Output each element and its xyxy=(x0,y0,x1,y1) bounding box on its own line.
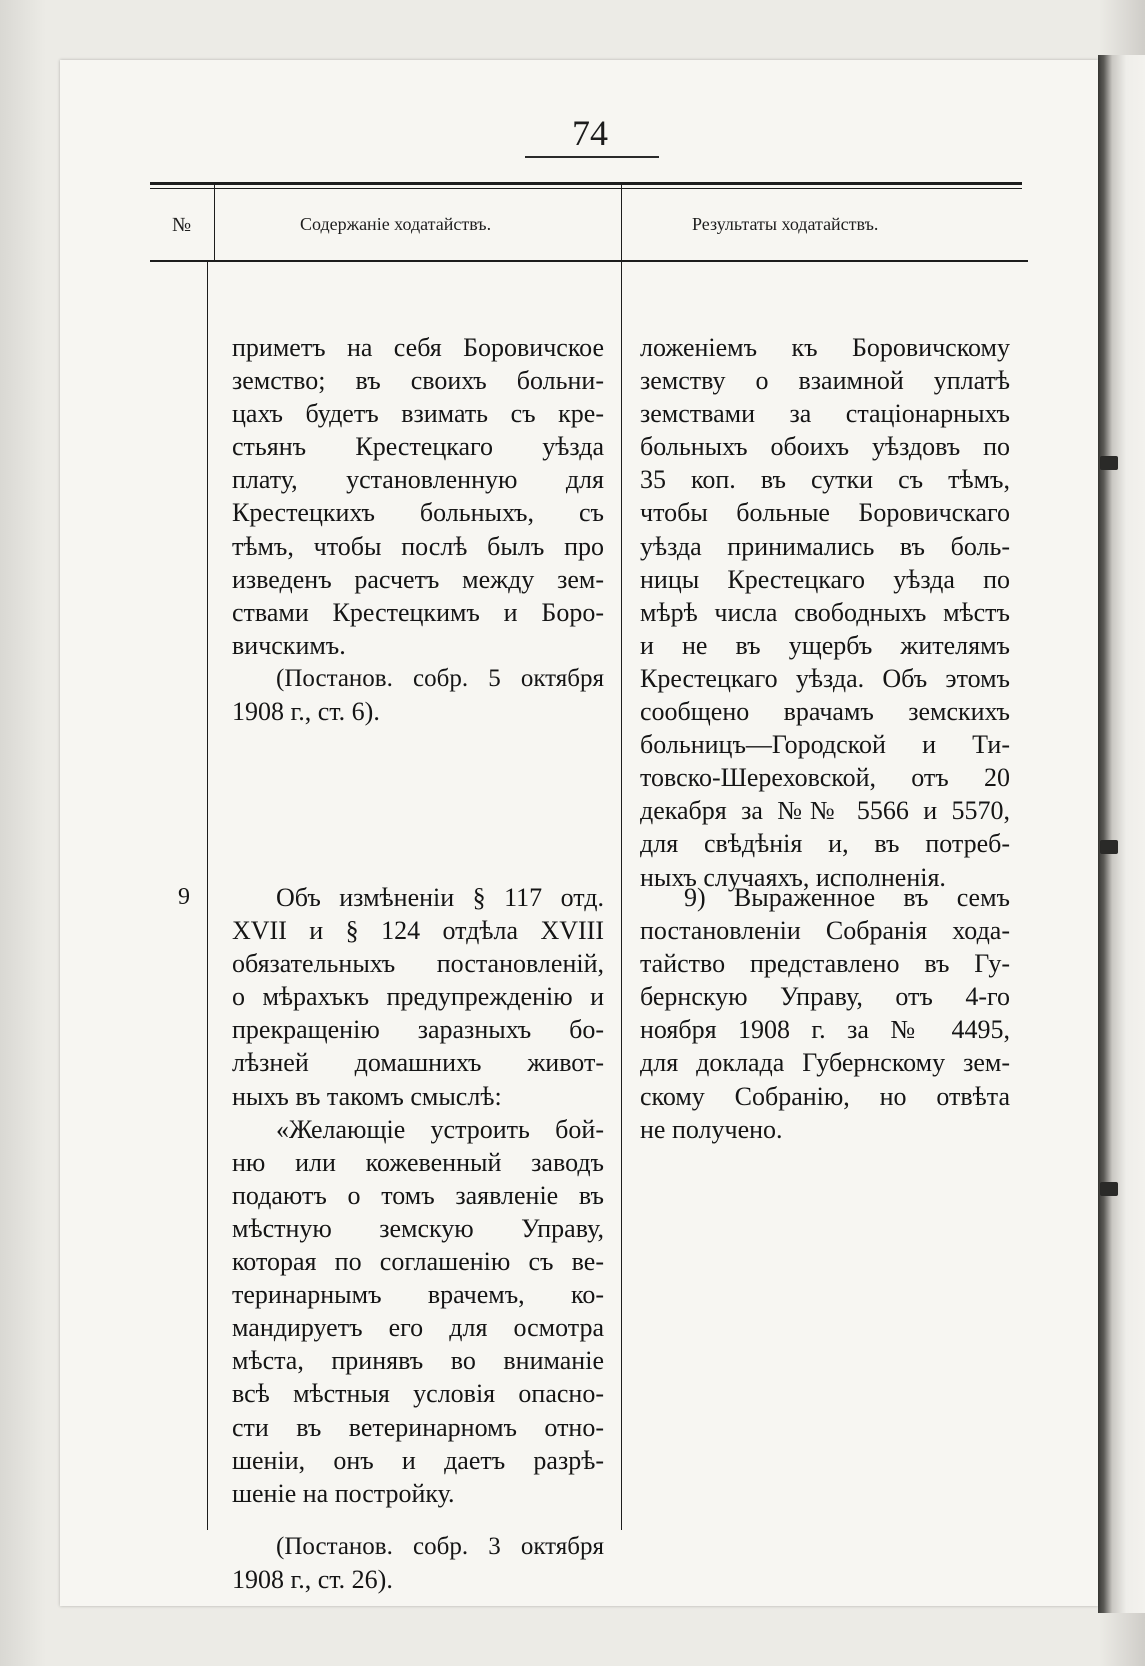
text-line: изведенъ расчетъ между зем- xyxy=(232,564,604,594)
header-column-divider xyxy=(214,182,215,260)
page-number: 74 xyxy=(572,113,608,153)
binding-clip xyxy=(1100,1182,1118,1196)
text-line: вичскимъ. xyxy=(232,630,346,660)
text-line: теринарнымъ врачемъ, ко- xyxy=(232,1280,604,1310)
table-row-9-result xyxy=(640,881,1010,1146)
text-line: ню или кожевенный заводъ xyxy=(232,1147,604,1177)
text-line: уѣзда принимались въ боль- xyxy=(640,531,1010,561)
text-line: цахъ будетъ взимать съ кре- xyxy=(232,399,604,429)
text-line: Объ измѣненіи § 117 отд. xyxy=(276,883,604,912)
page-number-underline xyxy=(525,156,659,158)
text-line: ницы Крестецкаго уѣзда по xyxy=(640,564,1010,594)
text-line: земству о взаимной уплатѣ xyxy=(640,366,1010,396)
text-line: товско-Шереховской, отъ 20 xyxy=(640,763,1010,793)
text-line: 9) Выраженное въ семъ xyxy=(684,883,1010,912)
text-line: обязательныхъ постановленій, xyxy=(232,949,604,979)
text-line: ныхъ случаяхъ, исполненія. xyxy=(640,862,946,892)
text-line: тайство представлено въ Гу- xyxy=(640,949,1010,979)
text-line: мѣрѣ числа свободныхъ мѣстъ xyxy=(640,597,1010,627)
text-line: ныхъ въ такомъ смыслѣ: xyxy=(232,1081,502,1111)
text-line: земство; въ своихъ больни- xyxy=(232,366,604,396)
header-content: Содержаніе ходатайствъ. xyxy=(300,214,492,234)
text-line: XVII и § 124 отдѣла XVIII xyxy=(232,916,604,946)
binding-clip xyxy=(1100,840,1118,854)
text-line: бернскую Управу, отъ 4-го xyxy=(640,982,1010,1012)
text-line: 35 коп. въ сутки съ тѣмъ, xyxy=(640,465,1010,495)
text-line: для доклада Губернскому зем- xyxy=(640,1048,1010,1078)
row-number: 9 xyxy=(178,884,190,910)
text-line: не получено. xyxy=(640,1114,783,1144)
text-line: больныхъ обоихъ уѣздовъ по xyxy=(640,432,1010,462)
text-line: мандируетъ его для осмотра xyxy=(232,1313,604,1343)
text-line: о мѣрахъкъ предупрежденію и xyxy=(232,982,604,1012)
text-line: шеніе на постройку. xyxy=(232,1478,455,1508)
text-line: для свѣдѣнія и, въ потреб- xyxy=(640,829,1010,859)
citation-line: (Постанов. собр. 3 октября xyxy=(276,1532,604,1560)
text-line: плату, установленную для xyxy=(232,465,604,495)
text-line: всѣ мѣстныя условія опасно- xyxy=(232,1379,604,1409)
text-line: больницъ—Городской и Ти- xyxy=(640,730,1010,760)
text-line: сти въ ветеринарномъ отно- xyxy=(232,1412,604,1442)
table-row-9-content xyxy=(232,881,604,1596)
text-line: декабря за №№ 5566 и 5570, xyxy=(640,796,1010,826)
table-top-rule xyxy=(150,182,1022,185)
text-line: мѣста, принявъ во вниманіе xyxy=(232,1346,604,1376)
header-result: Результаты ходатайствъ. xyxy=(692,214,879,234)
table-row-1-content xyxy=(232,331,604,728)
table-top-rule-thin xyxy=(150,188,1022,189)
citation-line: 1908 г., ст. 6). xyxy=(232,697,380,727)
column-divider-number xyxy=(207,262,208,1530)
text-line: и не въ ущербъ жителямъ xyxy=(640,630,1010,660)
text-line: которая по соглашенію съ ве- xyxy=(232,1247,604,1277)
header-column-divider xyxy=(621,182,622,260)
citation-line: 1908 г., ст. 26). xyxy=(232,1564,393,1594)
text-line: лѣзней домашнихъ живот- xyxy=(232,1048,604,1078)
text-line: ложеніемъ къ Боровичскому xyxy=(640,333,1010,362)
text-line: земствами за стаціонарныхъ xyxy=(640,399,1010,429)
table-row-1-result xyxy=(640,331,1010,894)
text-line: Крестецкаго уѣзда. Объ этомъ xyxy=(640,663,1010,693)
text-line: мѣстную земскую Управу, xyxy=(232,1213,604,1243)
header-number: № xyxy=(172,214,192,236)
text-line: Крестецкихъ больныхъ, съ xyxy=(232,498,604,528)
column-divider-content xyxy=(621,262,622,1530)
text-line: тѣмъ, чтобы послѣ былъ про xyxy=(232,531,604,561)
text-line: «Желающіе устроить бой- xyxy=(276,1114,604,1144)
text-line: скому Собранію, но отвѣта xyxy=(640,1081,1010,1111)
text-line: подаютъ о томъ заявленіе въ xyxy=(232,1180,604,1210)
text-line: ноября 1908 г. за № 4495, xyxy=(640,1015,1010,1045)
text-line: чтобы больные Боровичскаго xyxy=(640,498,1010,528)
text-line: шеніи, онъ и даетъ разрѣ- xyxy=(232,1445,604,1475)
binding-clip xyxy=(1100,456,1118,470)
book-page-edge xyxy=(1098,55,1145,1613)
text-line: стьянъ Крестецкаго уѣзда xyxy=(232,432,604,462)
text-line: ствами Крестецкимъ и Боро- xyxy=(232,597,604,627)
text-line: прекращенію заразныхъ бо- xyxy=(232,1015,604,1045)
text-line: постановленіи Собранія хода- xyxy=(640,916,1010,946)
text-line: приметъ на себя Боровичское xyxy=(232,333,604,362)
citation-line: (Постанов. собр. 5 октября xyxy=(276,664,604,692)
table-header-rule xyxy=(150,260,1028,262)
text-line: сообщено врачамъ земскихъ xyxy=(640,697,1010,727)
